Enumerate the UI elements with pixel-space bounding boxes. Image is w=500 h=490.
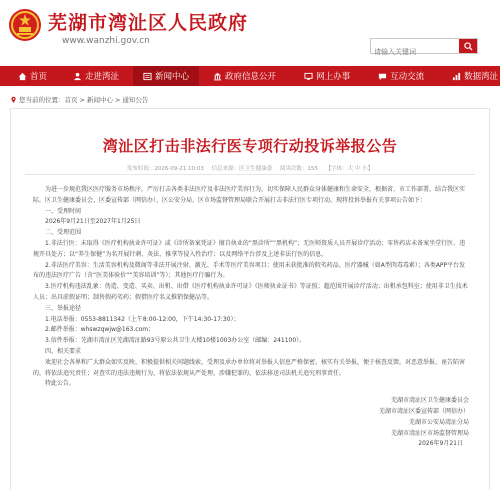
article-panel xyxy=(10,108,490,490)
nav-item-news[interactable] xyxy=(133,66,199,86)
breadcrumb xyxy=(10,95,148,104)
breadcrumb-news[interactable]: 新闻中心 xyxy=(86,96,113,104)
home-icon xyxy=(18,72,27,81)
signature-date: 2026年9月21日 xyxy=(418,440,463,448)
paragraph: 3.医疗机构违法乱象：伪造、变造、买卖、出租、出借《医疗机构执业许可证》《医师执业证书》等证照；超范围开展诊疗活动；出租承包科室；使用非卫生技术人员；出具虚假证明；制售假药劣药；假借医疗名义推销保健品等。 xyxy=(33,283,468,301)
signature-line: 芜湖市公安局湾沚分局 xyxy=(408,418,469,426)
paragraph: 2026年9月21日至2027年1月25日 xyxy=(45,218,141,226)
paragraph: 1.非法行医：未取得《医疗机构执业许可证》或《诊所备案凭证》擅自执业的“黑诊所”“黑机构”；无医师资质人员开展诊疗活动；零售药店未备案坐堂行医、违规开具处方；以“养生保健”为名开展针刺、灸法、推拿等侵入性治疗；以及网络平台涉及上述非法行医的信息。 xyxy=(33,239,466,258)
nav-label: 首页 xyxy=(30,72,48,82)
nav-item-gov-info[interactable] xyxy=(199,66,290,86)
breadcrumb-separator: > xyxy=(114,95,121,104)
paragraph: 1.电话举报：0553-8811342（上午8:00-12:00，下午14:30-17:30）； xyxy=(45,315,240,323)
nav-item-interaction[interactable] xyxy=(364,66,438,86)
title-divider xyxy=(25,174,475,175)
building-icon xyxy=(213,72,222,81)
nav-item-data[interactable] xyxy=(438,66,500,86)
section-heading: 一、受理时间 xyxy=(45,207,82,215)
section-heading: 三、举报途径 xyxy=(45,304,82,312)
paragraph: 3.信件举报：芜湖市湾沚区芜湖湾沚路93号原公共卫生大楼10楼1003办公室（邮编：241100）。 xyxy=(45,337,306,345)
signature-line: 芜湖市湾沚区委宣传部（网信办） xyxy=(378,407,469,415)
chart-icon xyxy=(452,72,461,81)
site-title[interactable]: 芜湖市湾沚区人民政府 xyxy=(48,12,249,34)
nav-label: 政府信息公开 xyxy=(225,72,277,82)
paragraph: 欢迎社会各界和广大群众如实反映、积极提供相关问题线索，受理及承办单位将对举报人信息严格保密。核实有关举报，便于核查反馈，对恶意举报、诬告陷害的，将依法追究责任；对查实的违法违规行为，将依法依规从严处理，涉嫌犯罪的，依法移送司法机关追究刑事责任。 xyxy=(33,358,466,377)
paragraph: 2.邮件举报：whswzqwjw@163.com； xyxy=(45,326,155,334)
location-icon xyxy=(10,96,17,103)
search-button[interactable] xyxy=(459,39,477,53)
view-count: 阅读次数：155 xyxy=(279,166,318,172)
breadcrumb-separator: > xyxy=(79,95,85,104)
nav-label: 新闻中心 xyxy=(155,72,190,82)
breadcrumb-notices[interactable]: 通知公告 xyxy=(122,96,149,104)
chat-icon xyxy=(378,72,387,81)
nav-label: 网上办事 xyxy=(316,72,351,82)
nav-item-about[interactable] xyxy=(65,66,133,86)
search-icon xyxy=(464,42,473,51)
national-emblem-icon xyxy=(8,8,42,42)
section-heading: 二、受理范围 xyxy=(45,229,82,237)
site-header xyxy=(0,0,500,62)
nav-item-home[interactable] xyxy=(0,66,65,86)
nav-item-online-service[interactable] xyxy=(290,66,364,86)
section-heading: 四、相关要求 xyxy=(45,347,82,355)
search-input[interactable] xyxy=(371,45,457,59)
paragraph: 特此公告。 xyxy=(45,380,76,388)
main-nav xyxy=(0,66,500,86)
paragraph: 为进一步规范我区医疗服务市场秩序，严厉打击各类非法医疗及非法医疗美容行为，切实保障人民群众身体健康和生命安全，根据省、市工作部署，结合我区实际，区卫生健康委员会、区委宣传部（网信办）、区公安分局、区市场监督管理局联合开展打击非法行医专项行动。现将投诉举报有关事项公告如下： xyxy=(33,186,466,204)
article-meta xyxy=(11,164,489,172)
signature-line: 芜湖市湾沚区卫生健康委员会 xyxy=(390,397,469,405)
news-icon xyxy=(143,72,152,81)
article-title: 湾沚区打击非法行医专项行动投诉举报公告 xyxy=(102,137,398,155)
info-source: 信息来源：区卫生健康委 xyxy=(211,166,273,172)
paragraph: 2.非法医疗美容：生活美容机构及微商等非法开展注射、激光、手术等医疗美容项目；使用未获批准的假劣药品、医疗器械（如A型肉毒毒素）；各类APP平台发布的违法医疗广告（含“医美体验价”“美容培训”等）；其他医疗行骗行为。 xyxy=(33,261,466,280)
nav-label: 互动交流 xyxy=(390,72,425,82)
nav-label: 数据湾沚 xyxy=(464,72,499,82)
breadcrumb-home[interactable]: 首页 xyxy=(64,96,78,104)
nav-label: 走进湾沚 xyxy=(85,72,120,82)
signature-line: 芜湖市湾沚区市场监督管理局 xyxy=(390,429,469,437)
font-size-control[interactable]: 【字体：大 中 小】 xyxy=(325,166,374,172)
monitor-icon xyxy=(304,72,313,81)
search-box xyxy=(370,38,478,54)
article-body xyxy=(33,185,471,450)
breadcrumb-prefix: 您当前的位置： xyxy=(19,96,65,104)
publish-time: 发布时间：2026-09-21 10:03 xyxy=(126,166,204,172)
site-url: www.wanzhi.gov.cn xyxy=(62,36,150,46)
user-icon xyxy=(73,72,82,81)
